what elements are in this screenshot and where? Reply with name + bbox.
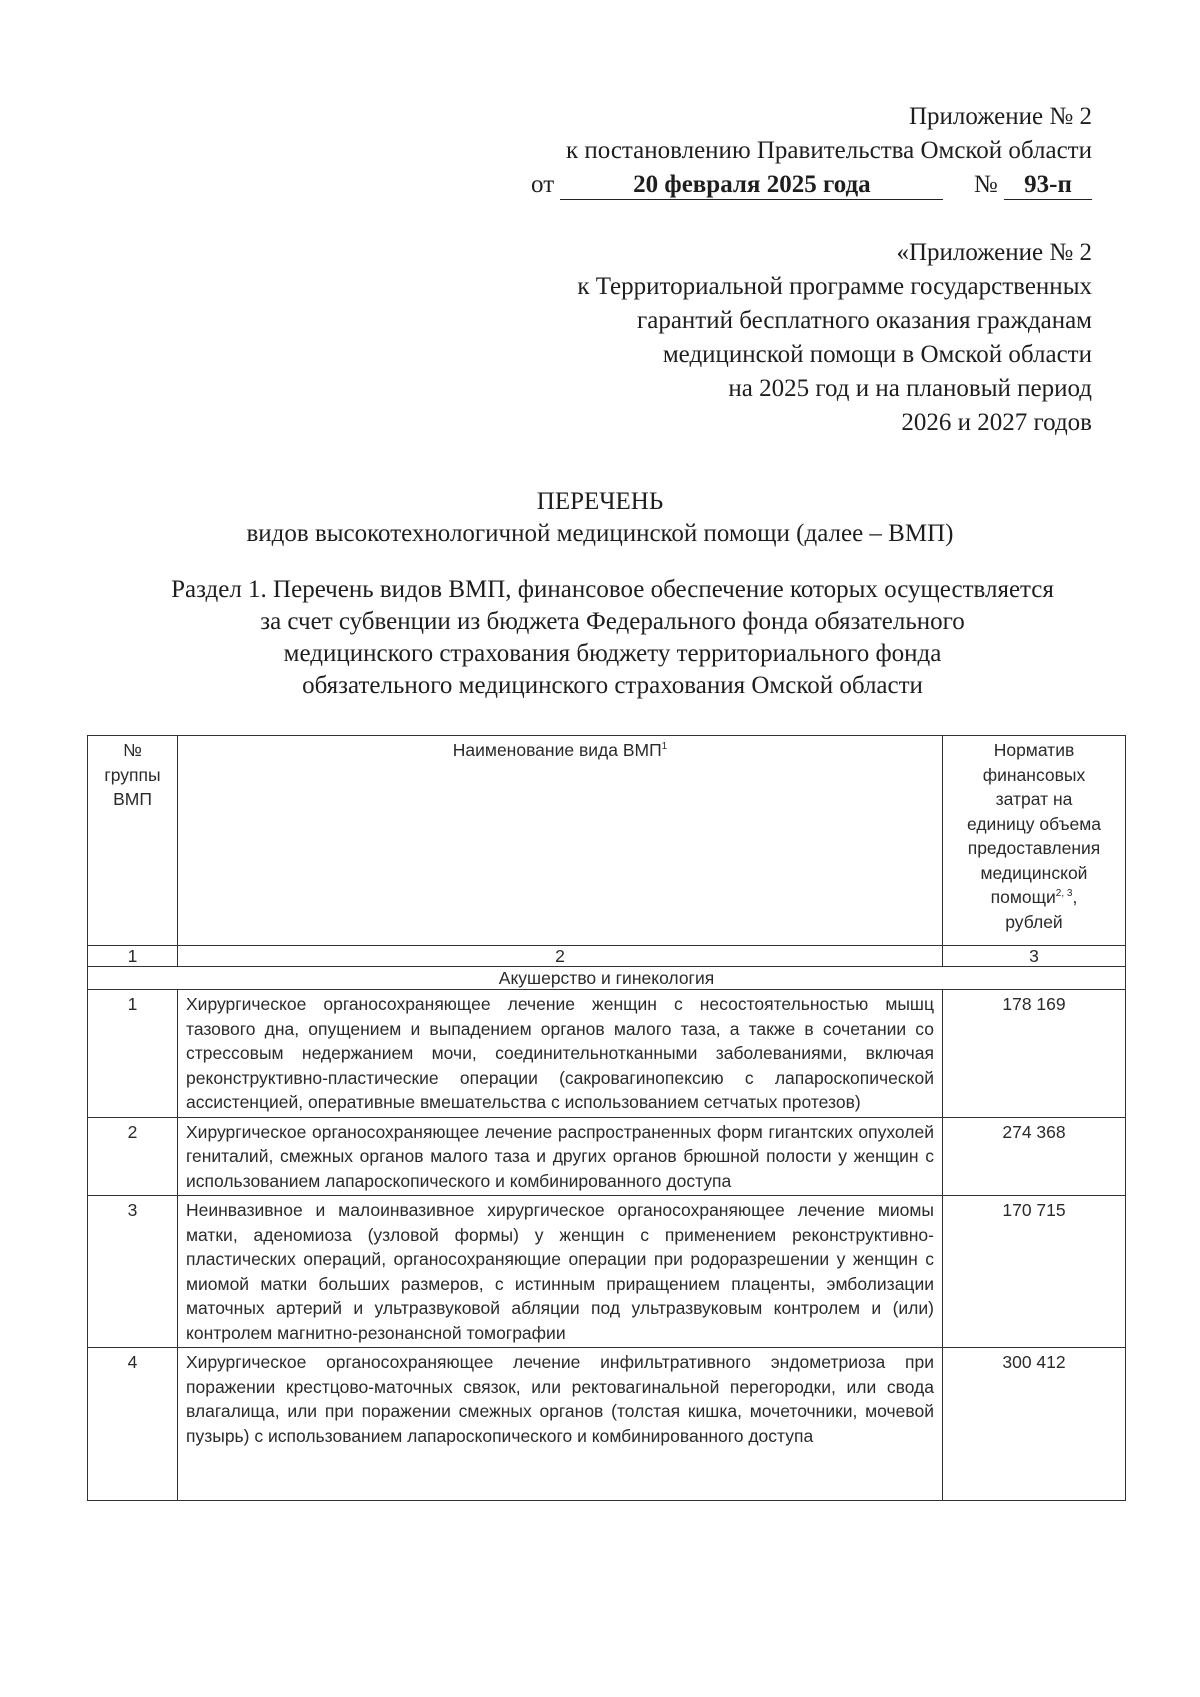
program-appendix-line: на 2025 год и на плановый период [728, 375, 1092, 402]
row-number: 4 [88, 1348, 178, 1501]
row-cost: 170 715 [943, 1196, 1126, 1348]
footnote-mark: 1 [661, 741, 668, 753]
document-subtitle: видов высокотехнологичной медицинской помощи (далее – ВМП) [246, 520, 954, 547]
column-number: 2 [178, 946, 943, 967]
program-appendix-line: гарантий бесплатного оказания гражданам [636, 307, 1092, 334]
decree-appendix-block [392, 100, 1092, 202]
table-row [88, 990, 1126, 1118]
section-heading-line: медицинского страхования бюджету территориального фонда [283, 640, 942, 667]
decree-number: 93-п [1004, 171, 1092, 200]
footnote-mark: 2, 3 [1055, 888, 1073, 900]
group-row [88, 967, 1126, 990]
table-row [88, 1117, 1126, 1196]
table-header-row [88, 736, 1126, 946]
decree-number-label: № [973, 171, 998, 198]
row-description: Хирургическое органосохраняющее лечение инфильтративного эндометриоза при поражении крестцово-маточных связок, или ректовагинальной перегородки, или свода влагалища, или при поражении смежных органов (толстая кишка, мочеточники, мочевой пузырь) с использованием лапароскопического и комбинированного доступа [178, 1348, 943, 1501]
header-cost-norm: Норматив финансовых затрат на единицу объема предоставления медицинской помощи$^{2, 3}$, рублей [943, 736, 1126, 946]
row-cost: 274 368 [943, 1117, 1126, 1196]
column-number: 1 [88, 946, 178, 967]
row-cost: 178 169 [943, 990, 1126, 1118]
table-row [88, 1348, 1126, 1501]
header-group-number: № группы ВМП [88, 736, 178, 946]
row-number: 3 [88, 1196, 178, 1348]
document-title: ПЕРЕЧЕНЬ [536, 488, 664, 515]
row-description: Хирургическое органосохраняющее лечение женщин с несостоятельностью мышц тазового дна, опущением и выпадением органов малого таза, а также в сочетании со стрессовым недержанием мочи, соединительнотканными заболеваниями, включая реконструктивно-пластические операции (сакровагинопексию с лапароскопической ассистенцией, оперативные вмешательства с использованием сетчатых протезов) [178, 990, 943, 1118]
decree-resolution-reference: к постановлению Правительства Омской области [565, 137, 1092, 164]
decree-appendix-title: Приложение № 2 [908, 103, 1092, 130]
column-number: 3 [943, 946, 1126, 967]
program-appendix-line: к Территориальной программе государственных [577, 273, 1092, 300]
row-description: Хирургическое органосохраняющее лечение распространенных форм гигантских опухолей гениталий, смежных органов малого таза и других органов брюшной полости у женщин с использованием лапароскопического и комбинированного доступа [178, 1117, 943, 1196]
row-number: 2 [88, 1117, 178, 1196]
program-appendix-line: медицинской помощи в Омской области [662, 341, 1092, 368]
section-heading-line: Раздел 1. Перечень видов ВМП, финансовое обеспечение которых осуществляется [171, 576, 1054, 603]
program-appendix-line: «Приложение № 2 [896, 239, 1092, 266]
column-number-row [88, 946, 1126, 967]
program-appendix-line: 2026 и 2027 годов [901, 409, 1092, 436]
row-description: Неинвазивное и малоинвазивное хирургическое органосохраняющее лечение миомы матки, аденомиоза (узловой формы) у женщин с применением реконструктивно-пластических операций, органосохраняющие операции при родоразрешении у женщин с миомой матки больших размеров, с истинным приращением плаценты, эмболизации маточных артерий и ультразвуковой абляции под ультразвуковым контролем и (или) контролем магнитно-резонансной томографии [178, 1196, 943, 1348]
table-row [88, 1196, 1126, 1348]
decree-date-line [392, 168, 1092, 202]
vmp-table [87, 735, 1126, 1501]
section-heading [100, 574, 1125, 702]
header-vmp-name: Наименование вида ВМП$^1$ [178, 736, 943, 946]
row-number: 1 [88, 990, 178, 1118]
section-heading-line: обязательного медицинского страхования Омской области [302, 672, 923, 699]
section-heading-line: за счет субвенции из бюджета Федерального фонда обязательного [260, 608, 965, 635]
decree-date: 20 февраля 2025 года [560, 171, 943, 200]
program-appendix-block [392, 236, 1092, 440]
decree-from-label: от [531, 171, 555, 198]
row-cost: 300 412 [943, 1348, 1126, 1501]
group-title: Акушерство и гинекология [88, 967, 1126, 990]
